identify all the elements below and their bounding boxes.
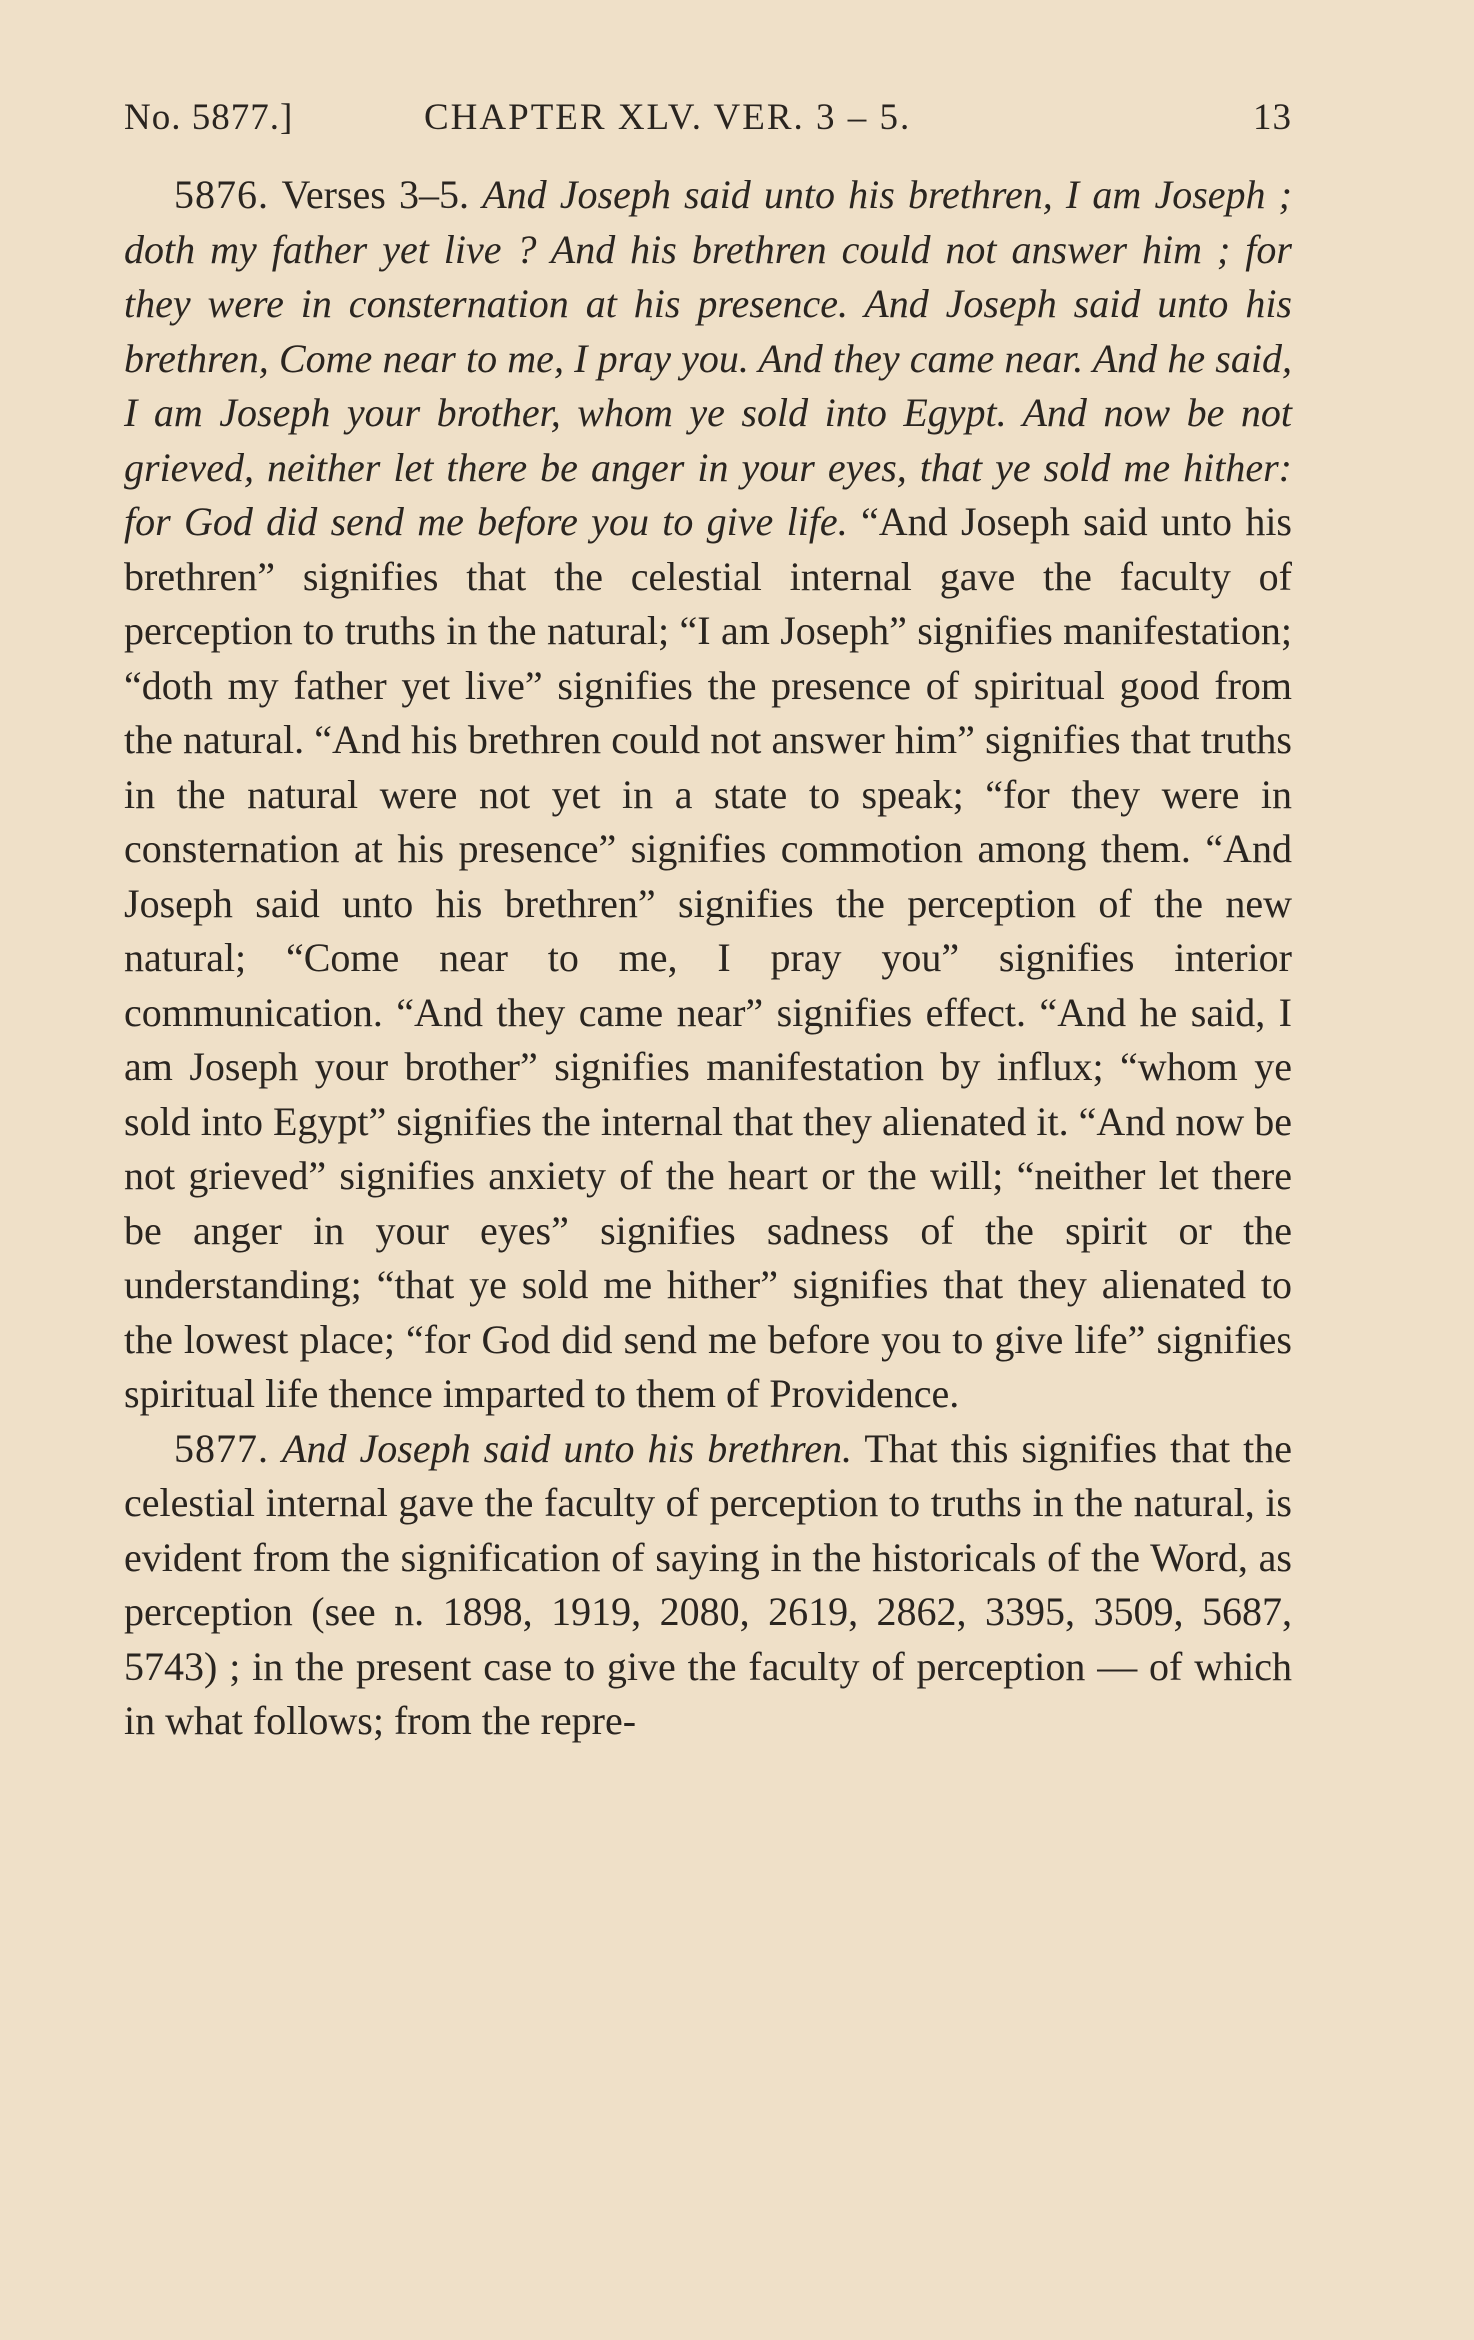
chapter-heading: CHAPTER XLV. VER. 3 – 5. (424, 97, 912, 138)
section-reference: No. 5877.] (124, 97, 294, 138)
scripture-quotation: And Joseph said unto his brethren, I am Joseph ; doth my father yet live ? And his brethren could not answer him ; for they were in consternation at his presence. And Joseph said unto his brethren, Come near to me, I pray you. And they came near. And he said, I am Joseph your brother, whom ye sold into Egypt. And now be not grieved, neither let there be anger in your eyes, that ye sold me hither: for God did send me before you to give life. (124, 172, 1292, 544)
scripture-quotation: And Joseph said unto his brethren. (282, 1425, 853, 1471)
paragraph-5877 (124, 1422, 1292, 1749)
paragraph-number: 5877. (174, 1425, 269, 1471)
paragraph-5876 (124, 168, 1292, 1422)
paragraph-number: 5876. (174, 172, 269, 217)
paragraph-body: That this signifies that the celestial internal gave the faculty of perception to truths in the natural, is evident from the signification of saying in the historicals of the Word, as perception (see n. 1898, 1919, 2080, 2619, 2862, 3395, 3509, 5687, 5743) ; in the present case to give the faculty of perception — of which in what follows; from the repre- (124, 1425, 1293, 1743)
verse-reference: Verses 3–5. (281, 172, 470, 217)
page-number: 13 (1253, 97, 1292, 138)
running-head (124, 96, 1292, 148)
book-page (124, 96, 1292, 1749)
paragraph-body: “And Joseph said unto his brethren” signifies that the celestial internal gave the faculty of perception to truths in the natural; “I am Joseph” signifies manifestation; “doth my father yet live” signifies the presence of spiritual good from the natural. “And his brethren could not answer him” signifies that truths in the natural were not yet in a state to speak; “for they were in consternation at his presence” signifies commotion among them. “And Joseph said unto his brethren” signifies the perception of the new natural; “Come near to me, I pray you” signifies interior communication. “And they came near” signifies effect. “And he said, I am Joseph your brother” signifies manifestation by influx; “whom ye sold into Egypt” signifies the internal that they alienated it. “And now be not grieved” signifies anxiety of the heart or the will; “neither let there be anger in your eyes” signifies sadness of the spirit or the understanding; “that ye sold me hither” signifies that they alienated to the lowest place; “for God did send me before you to give life” signifies spiritual life thence imparted to them of Providence. (124, 499, 1292, 1416)
